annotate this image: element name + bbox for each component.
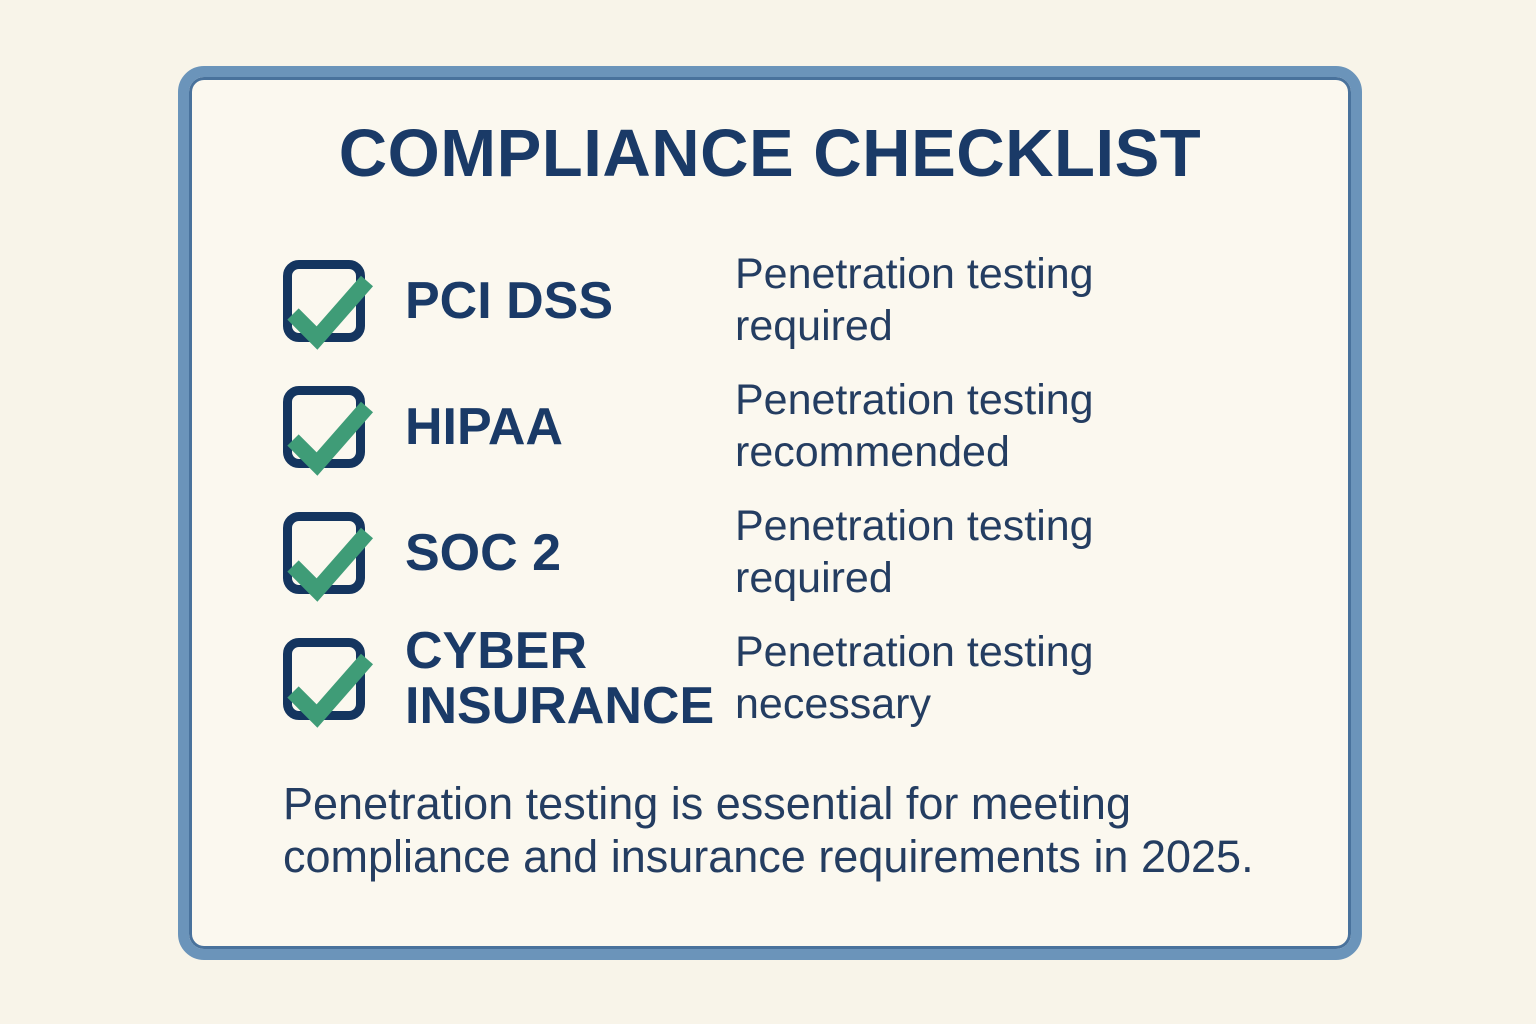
checkbox-checked-icon bbox=[283, 512, 365, 594]
checklist-item-soc2 bbox=[283, 497, 1175, 609]
footer-note: Penetration testing is essential for meeting compliance and insurance requirements in 2025. bbox=[283, 778, 1254, 883]
item-label: CYBER INSURANCE bbox=[405, 622, 715, 735]
checklist-item-pci-dss bbox=[283, 245, 1175, 357]
item-label: PCI DSS bbox=[405, 271, 614, 330]
item-description: Penetration testing necessary bbox=[735, 628, 1094, 728]
item-description: Penetration testing required bbox=[735, 250, 1094, 350]
checkbox-checked-icon bbox=[283, 260, 365, 342]
compliance-card bbox=[178, 66, 1362, 960]
checklist-item-cyber-insurance bbox=[283, 623, 1175, 735]
checkmark-icon bbox=[285, 400, 375, 474]
item-description: Penetration testing required bbox=[735, 502, 1094, 602]
item-label: HIPAA bbox=[405, 397, 563, 456]
checkmark-icon bbox=[285, 274, 375, 348]
item-description: Penetration testing recommended bbox=[735, 376, 1094, 476]
checklist-item-hipaa bbox=[283, 371, 1175, 483]
checkmark-icon bbox=[285, 526, 375, 600]
item-label: SOC 2 bbox=[405, 523, 562, 582]
checkmark-icon bbox=[285, 652, 375, 726]
checkbox-checked-icon bbox=[283, 386, 365, 468]
checkbox-checked-icon bbox=[283, 638, 365, 720]
page-title: COMPLIANCE CHECKLIST bbox=[338, 116, 1202, 191]
